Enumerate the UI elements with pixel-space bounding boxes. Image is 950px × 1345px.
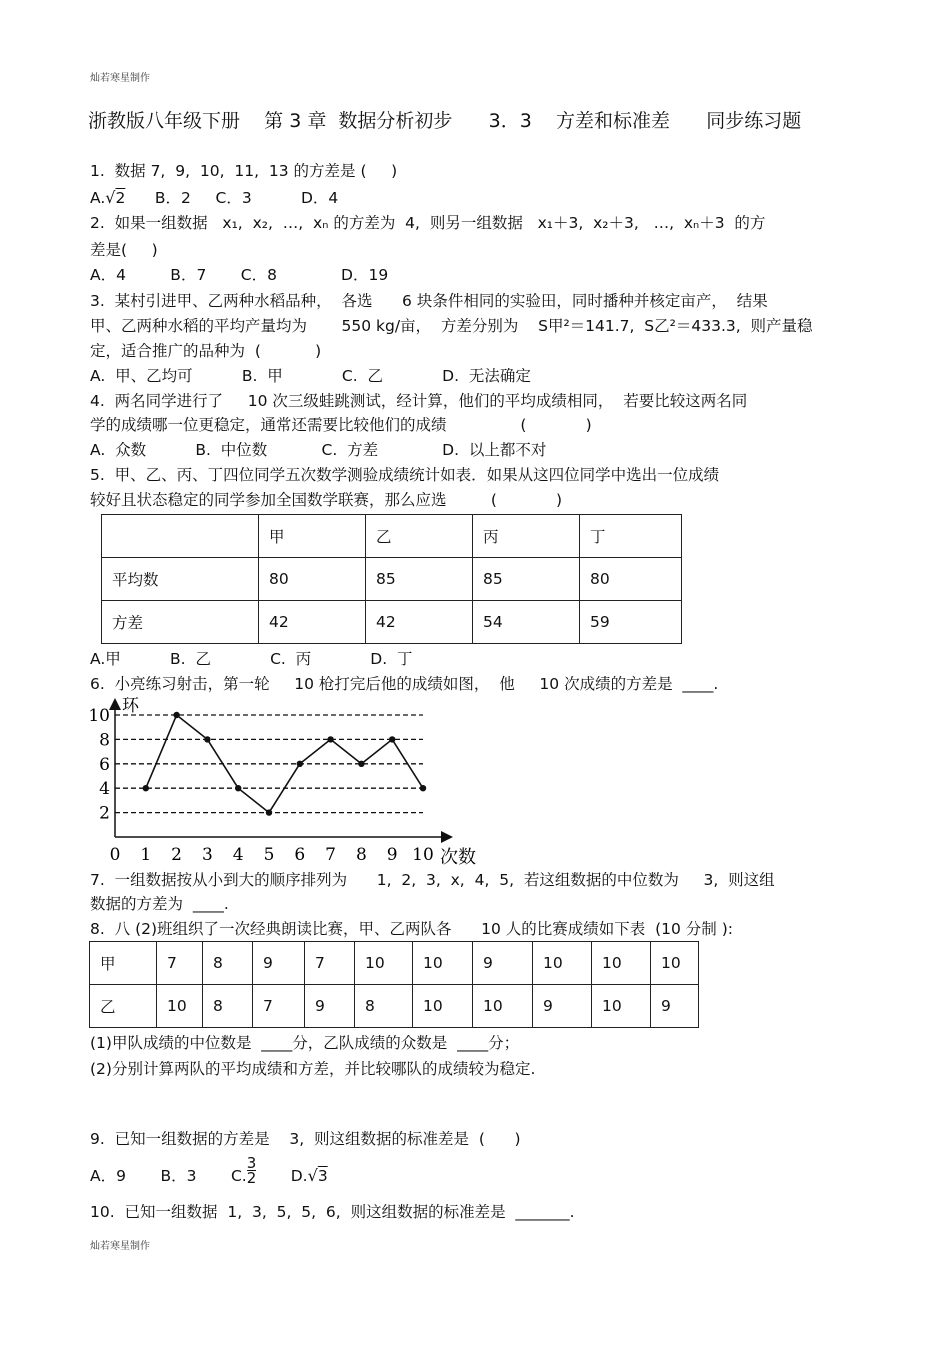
- x-tick-label: 3: [201, 845, 213, 865]
- shooting-score-chart: [88, 695, 490, 867]
- q5-header-cell: 丙: [473, 515, 580, 558]
- q5-table-header-row: [102, 515, 682, 558]
- q2-line1: 2. 如果一组数据 x₁, x₂, …, xₙ 的方差为 4, 则另一组数据 x₁＋3, x₂＋3, …, xₙ＋3 的方: [90, 214, 766, 232]
- table-cell: 10: [413, 985, 473, 1028]
- table-cell: 80: [259, 558, 366, 601]
- table-cell: 9: [651, 985, 699, 1028]
- q1-opt-a-radicand: 2: [115, 189, 126, 207]
- data-point: [235, 785, 241, 791]
- table-cell: 7: [305, 942, 355, 985]
- table-cell: 10: [413, 942, 473, 985]
- data-point: [327, 736, 333, 742]
- y-tick-label: 10: [88, 706, 110, 726]
- table-cell: 54: [473, 601, 580, 644]
- y-axis-label: 环: [122, 696, 139, 716]
- q8-line1: 8. 八 (2)班组织了一次经典朗读比赛，甲、乙两队各 10 人的比赛成绩如下表 (10 分制 ):: [90, 920, 733, 938]
- fraction-denominator: 2: [246, 1169, 257, 1187]
- q4-line1: 4. 两名同学进行了 10 次三级蛙跳测试，经计算，他们的平均成绩相同， 若要比较这两名同: [90, 392, 748, 410]
- x-tick-label: 10: [412, 845, 434, 865]
- page-title: 浙教版八年级下册 第 3 章 数据分析初步 3．3 方差和标准差 同步练习题: [88, 110, 802, 132]
- q3-line2: 甲、乙两种水稻的平均产量均为 550 kg/亩， 方差分别为 S甲²＝141.7, S乙²＝433.3, 则产量稳: [90, 317, 813, 335]
- table-cell: 9: [253, 942, 305, 985]
- table-cell: 10: [157, 985, 203, 1028]
- table-cell: 85: [473, 558, 580, 601]
- q8-part1: (1)甲队成绩的中位数是 ____分，乙队成绩的众数是 ____分；: [90, 1034, 520, 1052]
- q5-header-cell: 丁: [580, 515, 682, 558]
- x-tick-label: 4: [232, 845, 244, 865]
- q5-table: [101, 514, 682, 644]
- q9-options: [90, 1154, 328, 1187]
- q9-opt-d-radicand: 3: [317, 1167, 328, 1185]
- x-tick-label: 1: [140, 845, 152, 865]
- table-cell: 10: [473, 985, 533, 1028]
- q6-stem: 6. 小亮练习射击，第一轮 10 枪打完后他的成绩如图， 他 10 次成绩的方差是 ____.: [90, 675, 719, 693]
- table-cell: 8: [203, 942, 253, 985]
- q5-header-cell: [102, 515, 259, 558]
- q7-line1: 7. 一组数据按从小到大的顺序排列为 1, 2, 3, x, 4, 5, 若这组数据的中位数为 3, 则这组: [90, 871, 775, 889]
- q5-line1: 5. 甲、乙、丙、丁四位同学五次数学测验成绩统计如表．如果从这四位同学中选出一位成绩: [90, 466, 720, 484]
- q7-line2: 数据的方差为 ____.: [90, 895, 229, 913]
- table-cell: 42: [259, 601, 366, 644]
- q4-options: A. 众数 B. 中位数 C. 方差 D. 以上都不对: [90, 441, 547, 459]
- page-footer: 灿若寒星制作: [90, 1241, 150, 1252]
- table-cell: 42: [366, 601, 473, 644]
- data-point: [297, 761, 303, 767]
- q5-header-cell: 甲: [259, 515, 366, 558]
- x-tick-label: 5: [263, 845, 275, 865]
- x-tick-label: 2: [171, 845, 183, 865]
- table-cell: 10: [355, 942, 413, 985]
- q5-line2: 较好且状态稳定的同学参加全国数学联赛，那么应选 ( ): [90, 491, 563, 509]
- q9-opt-d: D.: [256, 1167, 308, 1185]
- x-tick-label: 6: [294, 845, 306, 865]
- page-header: 灿若寒星制作: [90, 73, 150, 84]
- table-cell: 10: [592, 942, 651, 985]
- q5-header-cell: 乙: [366, 515, 473, 558]
- sqrt-symbol: √: [105, 188, 116, 207]
- data-point: [204, 736, 210, 742]
- q10-stem: 10. 已知一组数据 1, 3, 5, 5, 6, 则这组数据的标准差是 _______.: [90, 1203, 575, 1221]
- q5-options: A.甲 B. 乙 C. 丙 D. 丁: [90, 650, 413, 668]
- row-label: 方差: [102, 601, 259, 644]
- table-row: [102, 601, 682, 644]
- row-label: 乙: [90, 985, 157, 1028]
- q1-opt-a: A.: [90, 189, 106, 207]
- table-cell: 8: [355, 985, 413, 1028]
- table-cell: 10: [533, 942, 592, 985]
- table-row: [102, 558, 682, 601]
- q1-options: [90, 188, 338, 208]
- x-tick-label: 8: [355, 845, 367, 865]
- q3-options: A. 甲、乙均可 B. 甲 C. 乙 D. 无法确定: [90, 367, 531, 385]
- table-row: [90, 942, 699, 985]
- x-tick-label: 0: [109, 845, 121, 865]
- x-tick-labels: [110, 845, 434, 865]
- table-cell: 9: [533, 985, 592, 1028]
- table-cell: 7: [253, 985, 305, 1028]
- q8-table: [89, 941, 699, 1028]
- q8-part2: (2)分别计算两队的平均成绩和方差，并比较哪队的成绩较为稳定.: [90, 1060, 536, 1078]
- q3-line1: 3. 某村引进甲、乙两种水稻品种， 各选 6 块条件相同的实验田，同时播种并核定亩产， 结果: [90, 292, 768, 310]
- q1-opt-rest: B．2 C．3 D．4: [125, 189, 339, 207]
- y-tick-label: 8: [99, 730, 110, 751]
- y-tick-label: 4: [99, 779, 110, 800]
- data-point: [358, 761, 364, 767]
- q1-stem: 1. 数据 7, 9, 10, 11, 13 的方差是 ( ): [90, 162, 398, 180]
- chart-gridlines: [115, 715, 423, 813]
- table-cell: 85: [366, 558, 473, 601]
- table-cell: 9: [473, 942, 533, 985]
- table-cell: 10: [651, 942, 699, 985]
- data-point: [420, 785, 426, 791]
- x-axis-label: 次数: [440, 847, 476, 867]
- q9-opt-c-fraction: [247, 1156, 257, 1185]
- y-tick-label: 6: [99, 754, 110, 775]
- q3-line3: 定，适合推广的品种为 ( ): [90, 342, 322, 360]
- fraction-numerator: 3: [246, 1154, 257, 1172]
- q9-opt-abc: A．9 B．3 C.: [90, 1167, 247, 1185]
- sqrt-symbol: √: [307, 1166, 318, 1185]
- q9-stem: 9. 已知一组数据的方差是 3, 则这组数据的标准差是 ( ): [90, 1130, 521, 1148]
- table-cell: 7: [157, 942, 203, 985]
- data-point: [143, 785, 149, 791]
- y-tick-label: 2: [99, 803, 110, 824]
- row-label: 平均数: [102, 558, 259, 601]
- table-cell: 8: [203, 985, 253, 1028]
- x-tick-label: 7: [325, 845, 337, 865]
- data-point: [389, 736, 395, 742]
- table-cell: 10: [592, 985, 651, 1028]
- data-point: [266, 809, 272, 815]
- y-tick-labels: [88, 706, 110, 824]
- table-cell: 59: [580, 601, 682, 644]
- data-point: [173, 712, 179, 718]
- row-label: 甲: [90, 942, 157, 985]
- q2-options: A．4 B．7 C．8 D．19: [90, 266, 389, 284]
- table-row: [90, 985, 699, 1028]
- q2-line2: 差是( ): [90, 241, 158, 259]
- q4-line2: 学的成绩哪一位更稳定，通常还需要比较他们的成绩 ( ): [90, 416, 592, 434]
- table-cell: 80: [580, 558, 682, 601]
- x-tick-label: 9: [386, 845, 398, 865]
- table-cell: 9: [305, 985, 355, 1028]
